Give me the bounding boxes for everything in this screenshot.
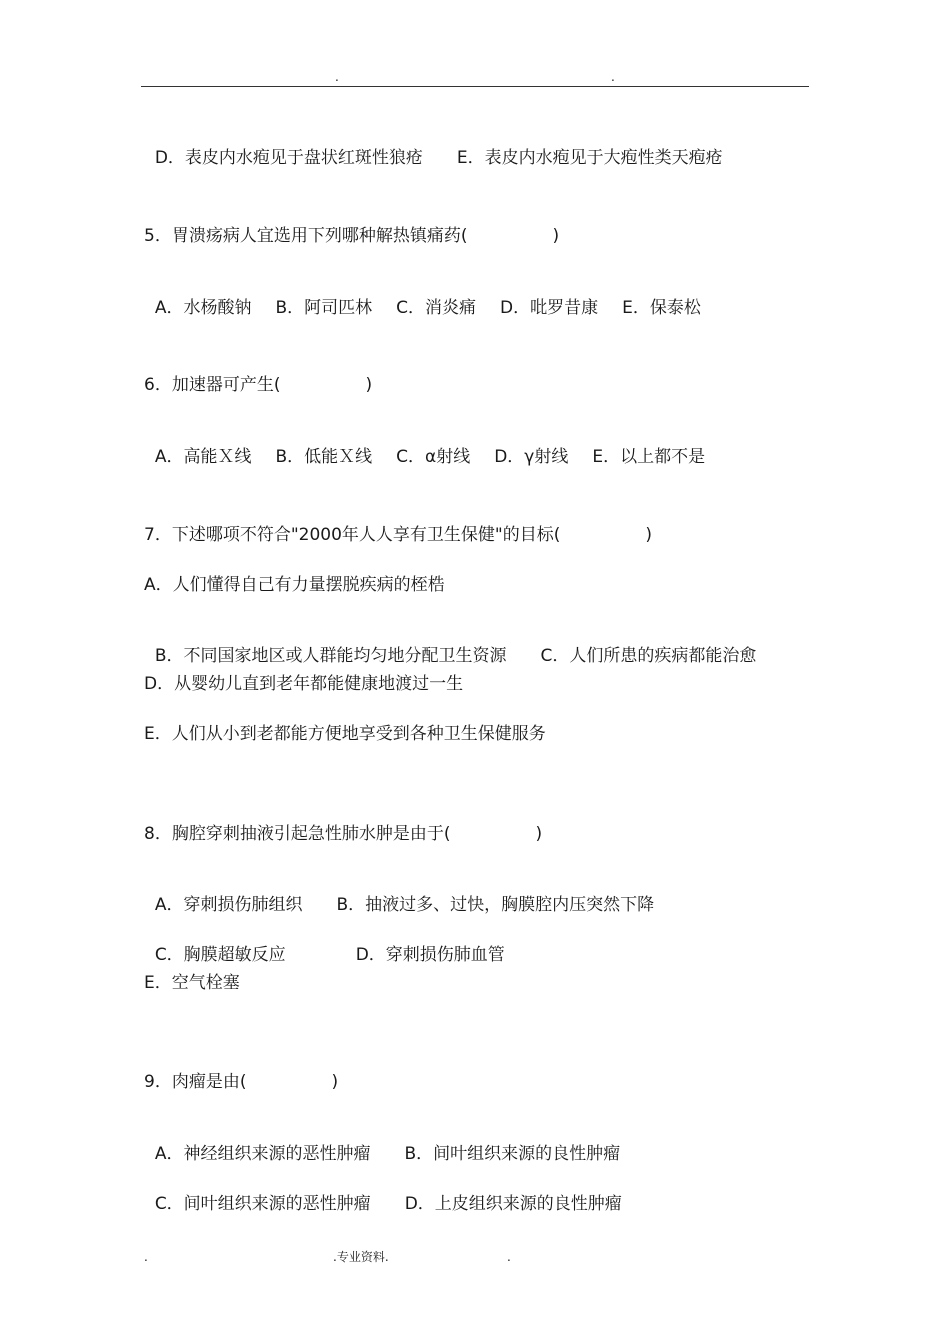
q9-stem: 9．肉瘤是由( )	[144, 1072, 339, 1092]
q4-option-d: D．表皮内水疱见于盘状红斑性狼疮	[154, 148, 423, 168]
q6-option-d: D．γ射线	[494, 447, 569, 467]
footer-dot-left: .	[144, 1250, 148, 1264]
q5-option-a: A．水杨酸钠	[154, 298, 252, 318]
q4-options-de	[144, 125, 723, 169]
q9-options-ab	[144, 1121, 620, 1165]
q8-stem: 8．胸腔穿刺抽液引起急性肺水肿是由于( )	[144, 824, 543, 844]
q8-option-a: A．穿刺损伤肺组织	[154, 895, 303, 915]
q7-stem: 7．下述哪项不符合"2000年人人享有卫生保健"的目标( )	[144, 525, 652, 545]
q5-option-e: E．保泰松	[622, 298, 701, 318]
q8-option-c: C．胸膜超敏反应	[154, 945, 286, 965]
footer-label: .专业资料.	[333, 1250, 389, 1264]
q6-stem: 6．加速器可产生( )	[144, 375, 373, 395]
q7-option-c: C．人们所患的疾病都能治愈	[540, 646, 757, 666]
q9-options-cd	[144, 1171, 622, 1215]
header-rule	[141, 86, 809, 87]
q6-option-c: C．α射线	[396, 447, 471, 467]
q6-option-b: B．低能Ｘ线	[275, 447, 373, 467]
q5-option-d: D．吡罗昔康	[500, 298, 599, 318]
q5-option-c: C．消炎痛	[396, 298, 476, 318]
q7-option-b: B．不同国家地区或人群能均匀地分配卫生资源	[154, 646, 507, 666]
q8-options-cd	[144, 922, 505, 966]
q9-option-a: A．神经组织来源的恶性肿瘤	[154, 1144, 371, 1164]
q6-options	[144, 424, 705, 468]
q5-option-b: B．阿司匹林	[275, 298, 373, 318]
q8-option-b: B．抽液过多、过快，胸膜腔内压突然下降	[336, 895, 655, 915]
q7-option-a: A．人们懂得自己有力量摆脱疾病的桎梏	[144, 575, 445, 595]
q7-options-bc	[144, 623, 756, 667]
q4-option-e: E．表皮内水疱见于大疱性类天疱疮	[456, 148, 723, 168]
q6-option-e: E．以上都不是	[592, 447, 706, 467]
q9-option-c: C．间叶组织来源的恶性肿瘤	[154, 1194, 371, 1214]
q8-options-ab	[144, 872, 654, 916]
header-dot-left: .	[335, 70, 339, 84]
q5-options	[144, 275, 701, 319]
q9-option-d: D．上皮组织来源的良性肿瘤	[404, 1194, 622, 1214]
q7-option-e: E．人们从小到老都能方便地享受到各种卫生保健服务	[144, 724, 546, 744]
q8-option-e: E．空气栓塞	[144, 973, 240, 993]
q5-stem: 5．胃溃疡病人宜选用下列哪种解热镇痛药( )	[144, 226, 560, 246]
q8-option-d: D．穿刺损伤肺血管	[355, 945, 505, 965]
q9-option-b: B．间叶组织来源的良性肿瘤	[404, 1144, 621, 1164]
header-dot-right: .	[611, 70, 615, 84]
q7-option-d: D．从婴幼儿直到老年都能健康地渡过一生	[144, 674, 464, 694]
footer-dot-right: .	[507, 1250, 511, 1264]
q6-option-a: A．高能Ｘ线	[154, 447, 252, 467]
